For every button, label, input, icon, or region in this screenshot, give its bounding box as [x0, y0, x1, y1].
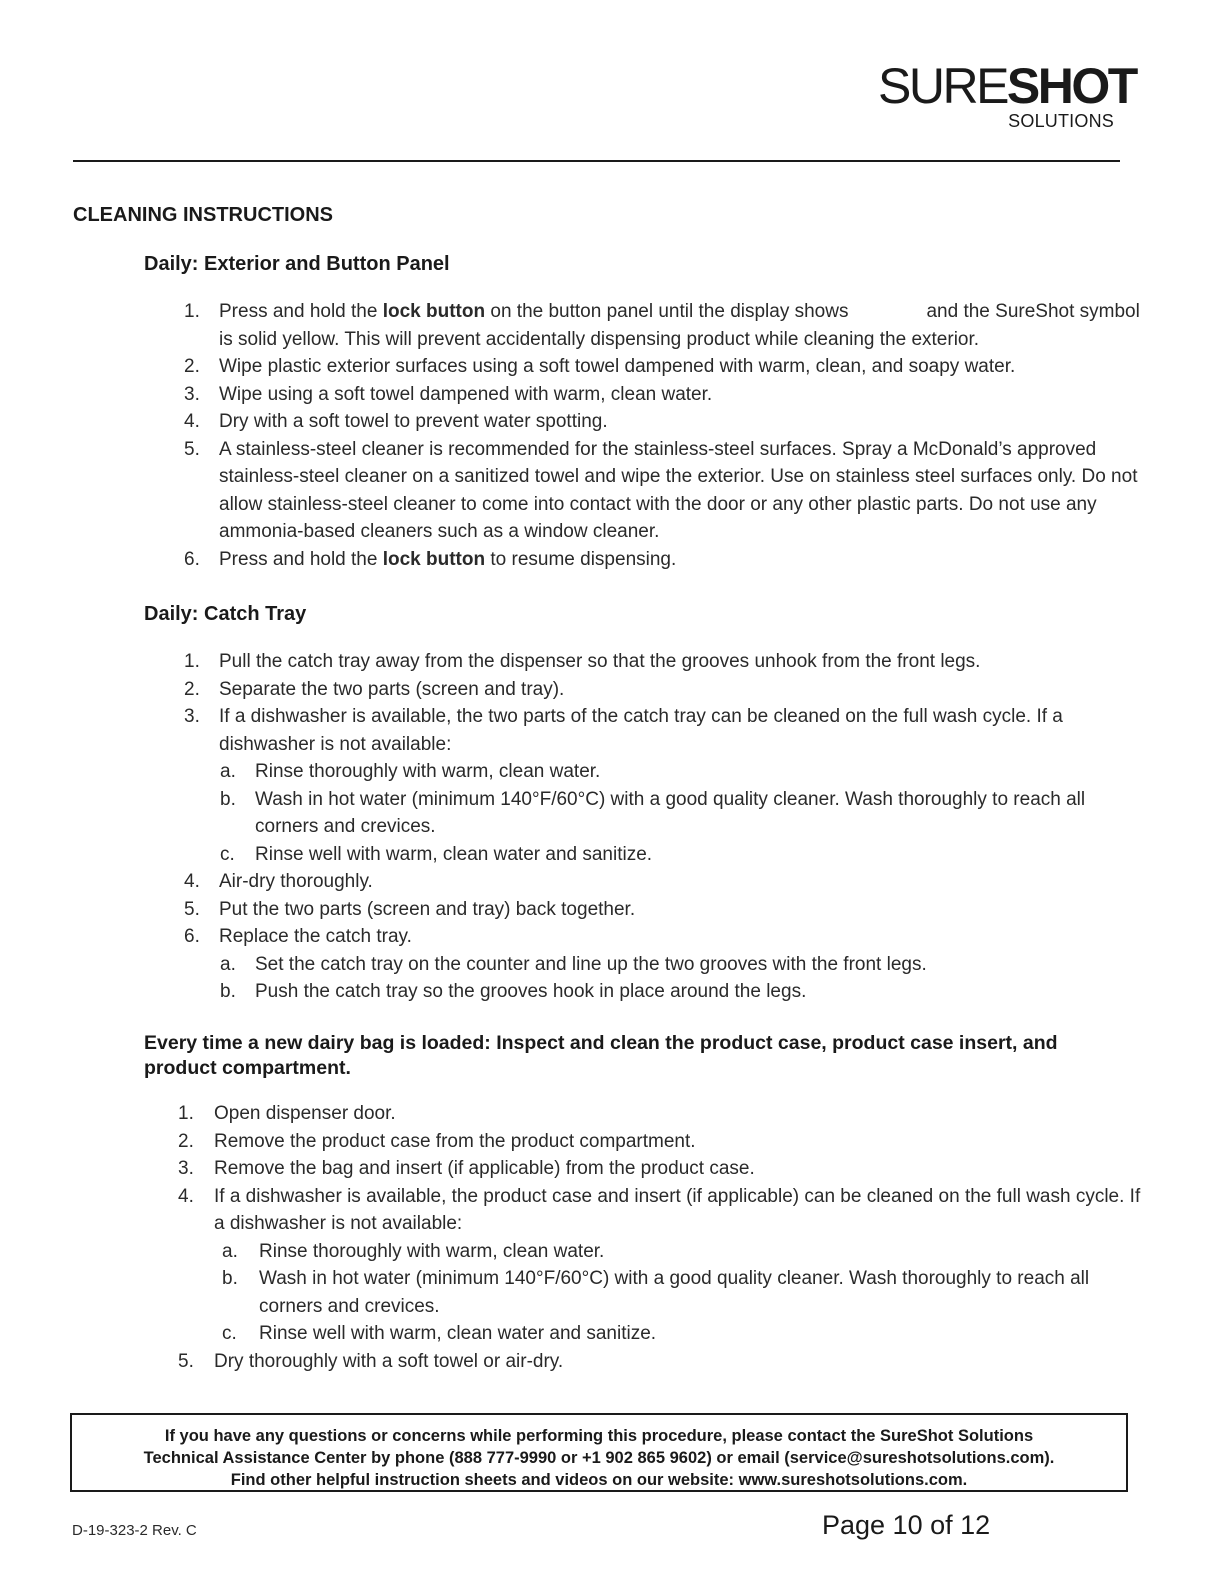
list-item: [184, 896, 1144, 924]
logo-subtitle: SOLUTIONS: [1008, 111, 1114, 131]
logo-wordmark: [878, 60, 1136, 112]
sub-step-letter: b.: [222, 1268, 238, 1289]
contact-line: Technical Assistance Center by phone (888 777-9990 or +1 902 865 9602) or email (service@sureshotsolutions.com).: [143, 1449, 1055, 1467]
daily-exterior-heading: Daily: Exterior and Button Panel: [144, 253, 450, 275]
list-item: [184, 298, 1144, 353]
step-number: 1.: [184, 651, 200, 672]
sub-step-text: Rinse well with warm, clean water and sanitize.: [255, 843, 653, 865]
step-text: Remove the product case from the product compartment.: [214, 1130, 696, 1152]
daily-catch-tray-heading: Daily: Catch Tray: [144, 603, 307, 625]
sub-list-item: [184, 841, 1144, 869]
contact-line: Find other helpful instruction sheets and videos on our website: www.sureshotsolutions.com.: [230, 1471, 968, 1489]
header-divider: [73, 160, 1120, 162]
list-item: [178, 1348, 1144, 1376]
step-text: on the button panel until the display shows: [485, 301, 849, 322]
document-id: D-19-323-2 Rev. C: [72, 1522, 197, 1539]
dairy-bag-steps: [178, 1100, 1144, 1375]
step-number: 3.: [178, 1158, 194, 1179]
sub-step-text: Rinse thoroughly with warm, clean water.: [255, 761, 601, 782]
step-text: If a dishwasher is available, the two parts of the catch tray can be cleaned on the full wash cycle. If a dishwasher is not available:: [219, 706, 1063, 755]
sub-step-text: Wash in hot water (minimum 140°F/60°C) with a good quality cleaner. Wash thoroughly to reach all corners and crevices.: [259, 1268, 1090, 1317]
step-text: Pull the catch tray away from the dispenser so that the grooves unhook from the front legs.: [219, 651, 981, 672]
step-number: 1.: [178, 1103, 194, 1124]
step-text: Air-dry thoroughly.: [219, 871, 373, 892]
list-item: [184, 923, 1144, 951]
sub-step-text: Rinse thoroughly with warm, clean water.: [259, 1240, 605, 1262]
contact-info-box: [70, 1413, 1128, 1492]
step-text: A stainless-steel cleaner is recommended for the stainless-steel surfaces. Spray a McDonald’s approved stainless-steel cleaner on a sanitized towel and wipe the exterior. Use on stainless steel surfaces only. Do not allow stainless-steel cleaner to come into contact with the door or any other plastic parts. Do not use any ammonia-based cleaners such as a window cleaner.: [219, 438, 1138, 542]
list-item: [184, 546, 1144, 574]
step-number: 6.: [184, 926, 200, 947]
step-text: Open dispenser door.: [214, 1103, 396, 1124]
step-text: and the SureShot symbol is solid yellow. This will prevent accidentally dispensing product while cleaning the exterior.: [219, 301, 1140, 350]
step-text: Press and hold the: [219, 301, 383, 322]
sub-list-item: [178, 1238, 1144, 1266]
step-text: Wipe plastic exterior surfaces using a soft towel dampened with warm, clean, and soapy water.: [219, 356, 1016, 377]
list-item: [184, 353, 1144, 381]
list-item: [178, 1183, 1144, 1238]
step-text: to resume dispensing.: [485, 548, 677, 570]
step-number: 2.: [184, 356, 200, 377]
step-number: 1.: [184, 301, 200, 322]
sub-step-text: Push the catch tray so the grooves hook in place around the legs.: [255, 981, 807, 1002]
sub-step-letter: a.: [222, 1240, 238, 1262]
step-number: 4.: [184, 411, 200, 432]
sub-list-item: [178, 1265, 1144, 1320]
list-item: [184, 408, 1144, 436]
sureshot-logo: [870, 58, 1136, 136]
sub-list-item: [184, 978, 1144, 1006]
sub-list-item: [184, 758, 1144, 786]
list-item: [184, 703, 1144, 758]
sub-step-text: Rinse well with warm, clean water and sanitize.: [259, 1323, 657, 1344]
sub-step-letter: b.: [220, 981, 236, 1002]
step-number: 3.: [184, 383, 200, 405]
sub-list-item: [184, 786, 1144, 841]
step-text: Dry with a soft towel to prevent water spotting.: [219, 411, 608, 432]
step-number: 4.: [178, 1185, 194, 1207]
daily-exterior-steps: [184, 298, 1144, 573]
dairy-bag-heading: Every time a new dairy bag is loaded: Inspect and clean the product case, product case insert, and product compartment.: [144, 1032, 1058, 1079]
sub-step-letter: c.: [222, 1323, 237, 1344]
step-number: 5.: [184, 898, 200, 920]
list-item: [184, 648, 1144, 676]
step-text: Separate the two parts (screen and tray).: [219, 678, 565, 700]
daily-catch-tray-steps: [184, 648, 1144, 1006]
step-text: Press and hold the: [219, 548, 383, 570]
page-number: Page 10 of 12: [822, 1510, 991, 1540]
step-text: If a dishwasher is available, the product case and insert (if applicable) can be cleaned on the full wash cycle. If a dishwasher is not available:: [214, 1185, 1141, 1234]
step-text: Dry thoroughly with a soft towel or air-dry.: [214, 1350, 564, 1372]
step-text: Replace the catch tray.: [219, 926, 412, 947]
sub-list-item: [184, 951, 1144, 979]
step-text: Put the two parts (screen and tray) back together.: [219, 898, 636, 920]
sub-step-letter: c.: [220, 843, 235, 865]
list-item: [178, 1155, 1144, 1183]
list-item: [184, 381, 1144, 409]
step-number: 3.: [184, 706, 200, 727]
sub-step-letter: a.: [220, 761, 236, 782]
contact-line: If you have any questions or concerns while performing this procedure, please contact the SureShot Solutions: [164, 1427, 1034, 1445]
step-number: 5.: [184, 438, 200, 460]
step-number: 4.: [184, 871, 200, 892]
step-number: 2.: [184, 678, 200, 700]
list-item: [178, 1128, 1144, 1156]
sub-step-text: Set the catch tray on the counter and line up the two grooves with the front legs.: [255, 953, 927, 975]
logo-word-bold: SHOT: [1006, 58, 1136, 114]
list-item: [178, 1100, 1144, 1128]
section-title: CLEANING INSTRUCTIONS: [73, 204, 333, 226]
lock-button-label: lock button: [382, 301, 486, 322]
list-item: [184, 436, 1144, 546]
logo-word-thin: SURE: [878, 58, 1007, 114]
lock-button-label: lock button: [382, 548, 486, 570]
list-item: [184, 868, 1144, 896]
sub-step-letter: a.: [220, 953, 236, 975]
step-text: Remove the bag and insert (if applicable) from the product case.: [214, 1158, 755, 1179]
sub-step-text: Wash in hot water (minimum 140°F/60°C) with a good quality cleaner. Wash thoroughly to reach all corners and crevices.: [255, 788, 1086, 837]
sub-list-item: [178, 1320, 1144, 1348]
step-text: Wipe using a soft towel dampened with warm, clean water.: [219, 383, 713, 405]
list-item: [184, 676, 1144, 704]
step-number: 2.: [178, 1130, 194, 1152]
step-number: 5.: [178, 1350, 194, 1372]
sub-step-letter: b.: [220, 788, 236, 810]
step-number: 6.: [184, 548, 200, 570]
